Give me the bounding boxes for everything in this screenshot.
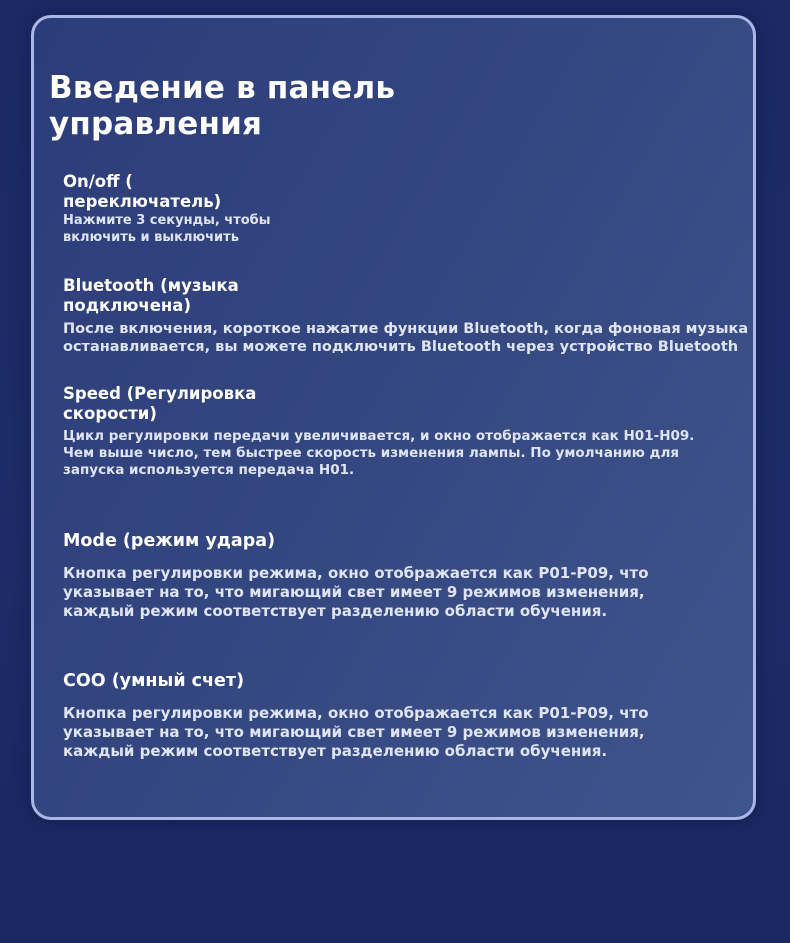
panel-title: Введение в панель управления (49, 70, 396, 142)
section-bluetooth (63, 276, 749, 356)
section-on-off (63, 172, 743, 246)
control-panel-card (31, 15, 756, 820)
section-description: Нажмите 3 секунды, чтобы включить и выключить (63, 213, 271, 245)
section-mode (63, 530, 743, 621)
section-description: После включения, короткое нажатие функции Bluetooth, когда фоновая музыка останавливается, вы можете подключить Bluetooth через устройство Bluetooth (63, 321, 749, 355)
section-title: Bluetooth (музыка подключена) (63, 276, 239, 315)
section-description: Кнопка регулировки режима, окно отображается как P01-P09, что указывает на то, что мигающий свет имеет 9 режимов изменения, каждый режим соответствует разделению области обучения. (63, 564, 649, 620)
section-description: Кнопка регулировки режима, окно отображается как P01-P09, что указывает на то, что мигающий свет имеет 9 режимов изменения, каждый режим соответствует разделению области обучения. (63, 704, 649, 760)
section-description: Цикл регулировки передачи увеличивается, и окно отображается как H01-H09. Чем выше число, тем быстрее скорость изменения лампы. По умолчанию для запуска используется передача H01. (63, 428, 695, 478)
section-title: COO (умный счет) (63, 671, 245, 691)
section-coo (63, 670, 743, 761)
section-speed (63, 384, 743, 479)
section-title: On/off ( переключатель) (63, 172, 222, 211)
section-title: Mode (режим удара) (63, 531, 276, 551)
section-title: Speed (Регулировка скорости) (63, 384, 257, 423)
